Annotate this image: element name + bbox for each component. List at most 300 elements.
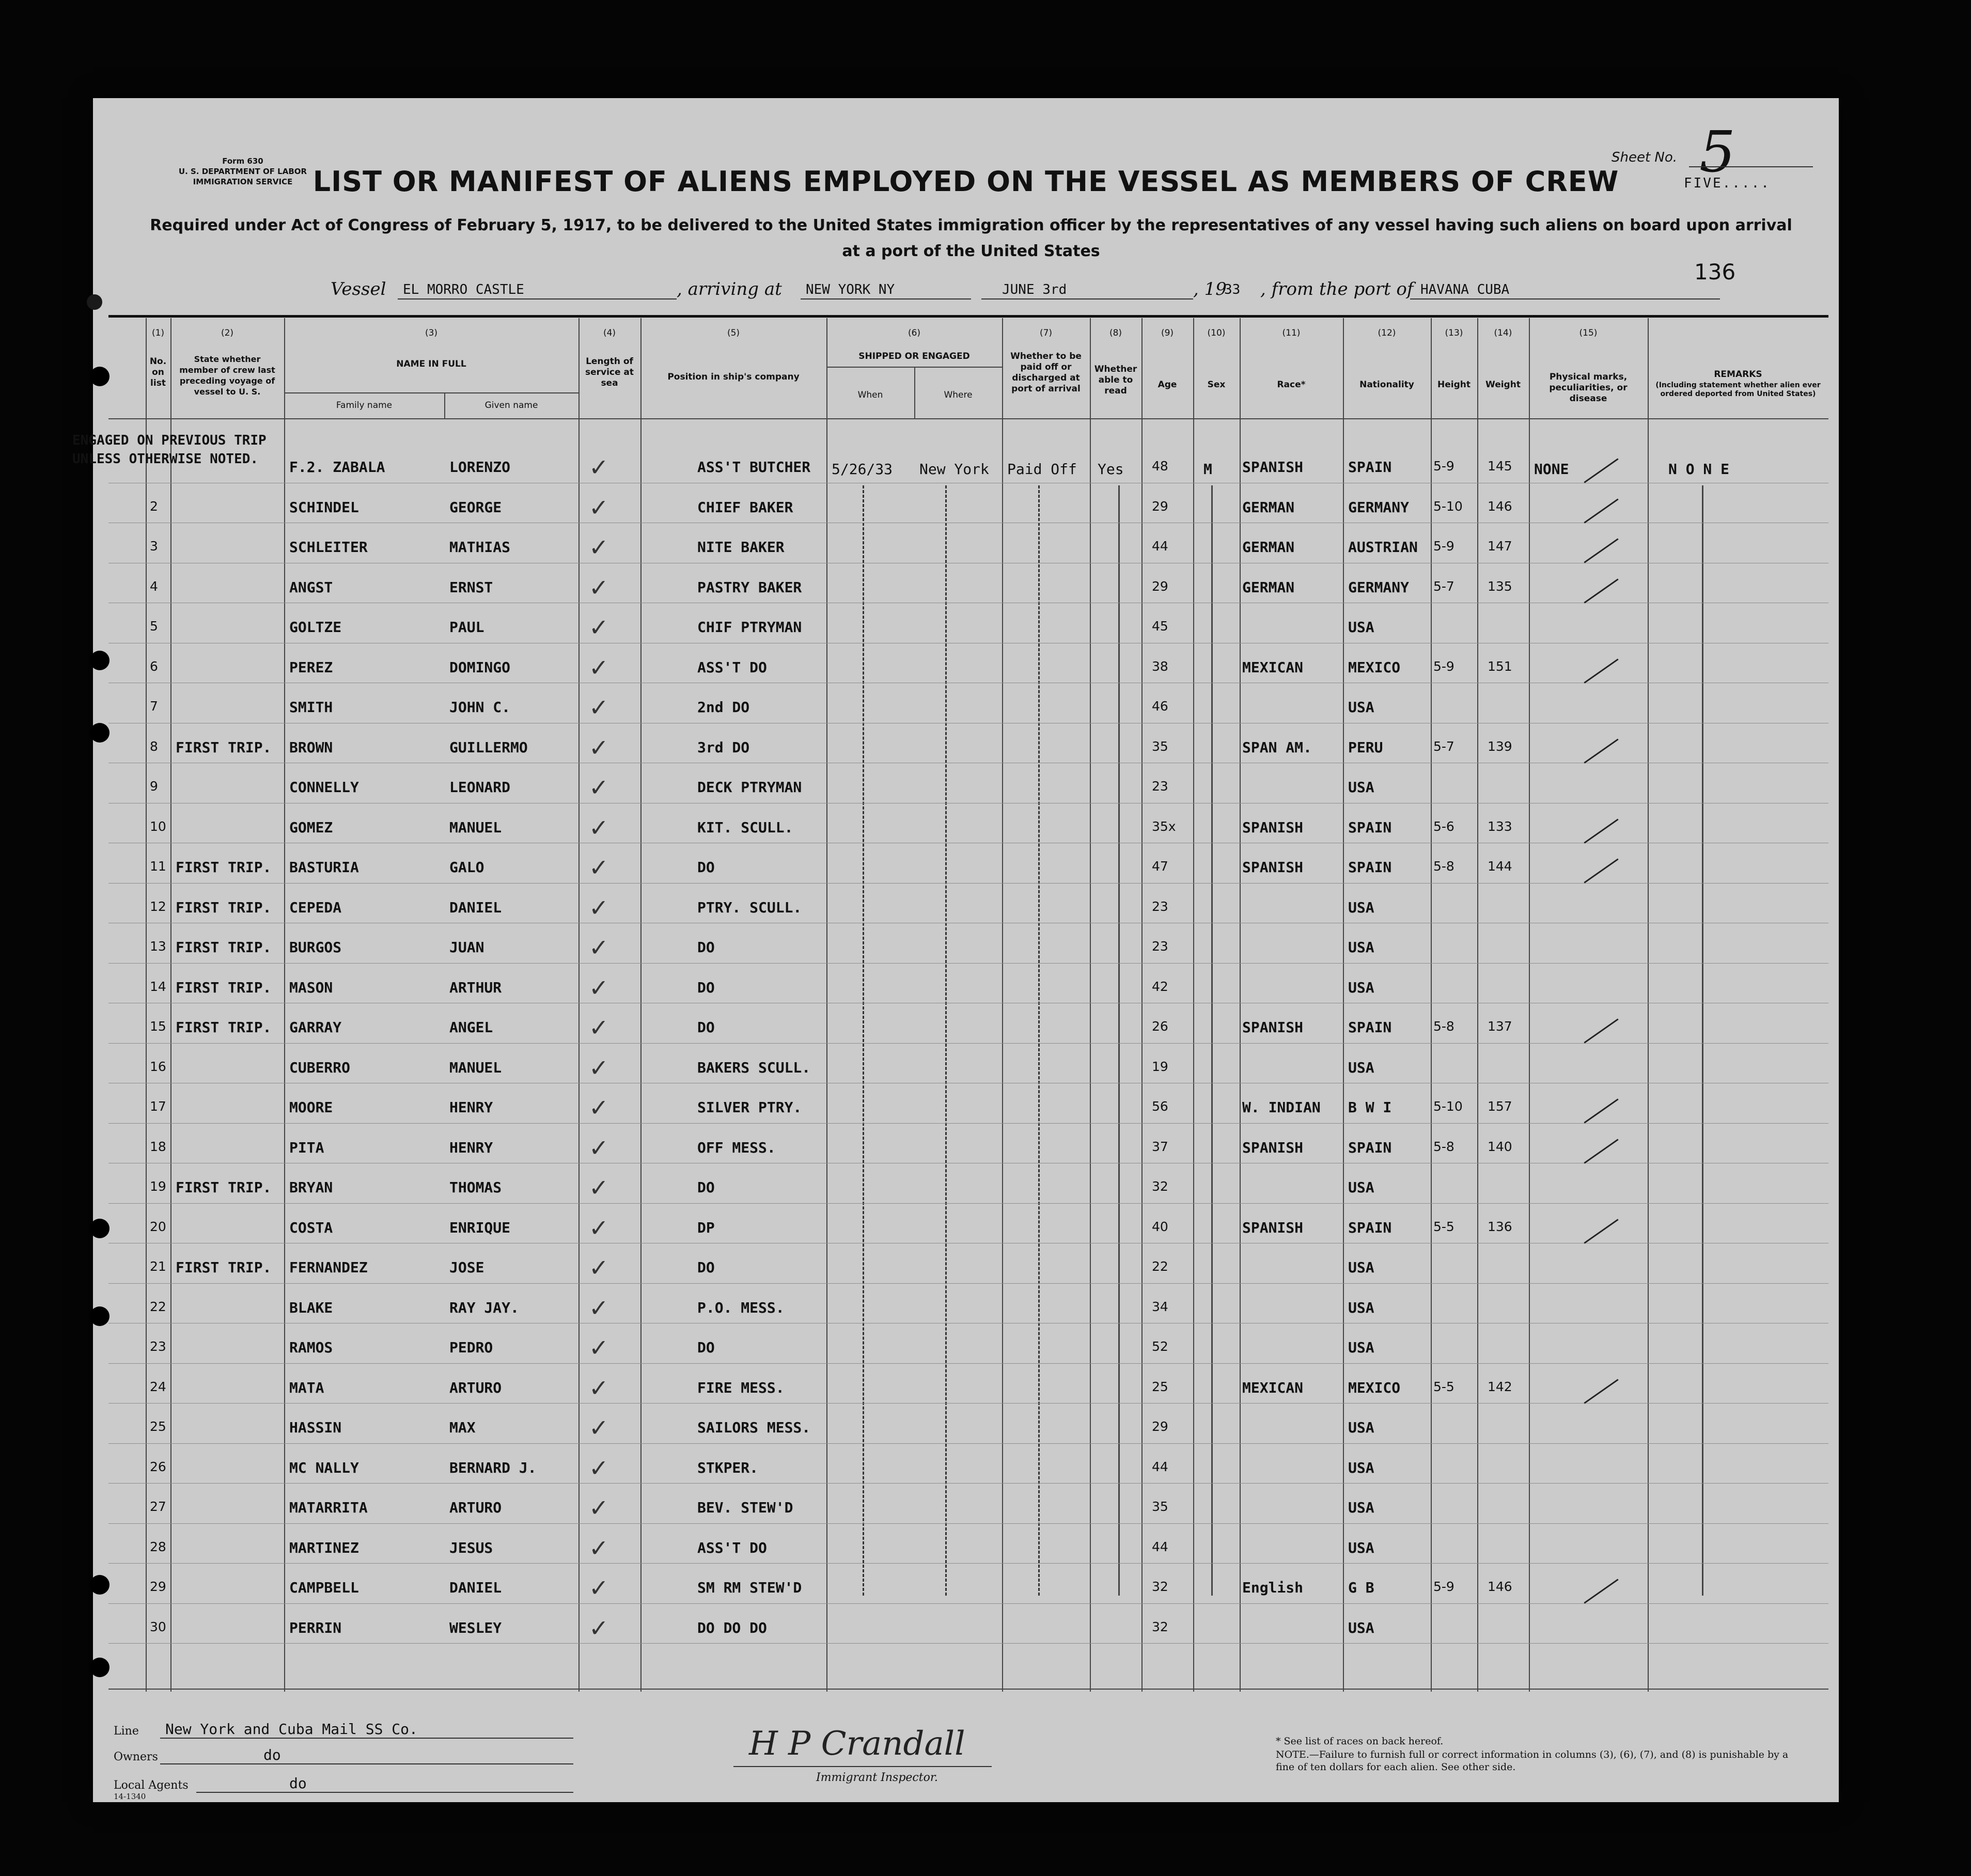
check-mark-icon: ✓ — [589, 453, 609, 481]
row-given-name: ARTURO — [449, 1499, 502, 1516]
row-nationality: G B — [1348, 1579, 1374, 1596]
punch-hole — [90, 1219, 110, 1238]
check-mark-icon: ✓ — [589, 1614, 609, 1642]
row-race: MEXICAN — [1242, 658, 1304, 676]
col-rule — [1002, 318, 1003, 1692]
row-given-name: MAX — [449, 1419, 476, 1436]
row-race: SPANISH — [1242, 1219, 1304, 1236]
row-rule — [108, 1363, 1828, 1364]
footer-agents-value: do — [289, 1775, 307, 1792]
row-family-name: MATARRITA — [289, 1499, 368, 1516]
row-position: FIRE MESS. — [697, 1379, 785, 1396]
row-nationality: GERMANY — [1348, 498, 1410, 516]
row-age: 44 — [1152, 1539, 1168, 1554]
page-subtitle: Required under Act of Congress of February 5, 1917, to be delivered to the United States immigration officer by the representatives of any vessel having such aliens on board upon arrival at a port of the United States — [150, 216, 1792, 260]
row-family-name: PITA — [289, 1139, 324, 1156]
row-age: 19 — [1152, 1059, 1168, 1074]
sheet-number-label: Sheet No. — [1612, 150, 1678, 165]
row-nationality: SPAIN — [1348, 1139, 1392, 1156]
row-number: 25 — [150, 1419, 166, 1434]
row-position: DO — [697, 1179, 715, 1196]
races-footnote: * See list of races on back hereof. — [1276, 1736, 1444, 1747]
from-port-label: , from the port of — [1260, 279, 1414, 299]
ditto-stroke — [1211, 485, 1213, 1596]
previous-trip-note: ENGAGED ON PREVIOUS TRIP — [72, 433, 267, 448]
check-mark-icon: ✓ — [589, 613, 609, 641]
row-weight: 137 — [1488, 1019, 1512, 1034]
row-rule — [108, 1403, 1828, 1404]
row-position: STKPER. — [697, 1459, 759, 1476]
row-given-name: JOSE — [449, 1259, 484, 1276]
col-rule — [1193, 318, 1194, 1692]
row-number: 19 — [150, 1179, 166, 1194]
row-position: CHIEF BAKER — [697, 498, 793, 516]
row-position: SM RM STEW'D — [697, 1579, 802, 1596]
row-age: 56 — [1152, 1099, 1168, 1114]
row-number: 6 — [150, 658, 158, 674]
row-state: FIRST TRIP. — [176, 1019, 272, 1036]
row-position: DO — [697, 1259, 715, 1276]
row-number: 8 — [150, 738, 158, 754]
ditto-slash-icon — [1584, 1219, 1618, 1243]
row-state: FIRST TRIP. — [176, 979, 272, 996]
row-height: 5-8 — [1433, 1139, 1454, 1154]
row-height: 5-7 — [1433, 738, 1454, 754]
col-rule — [1343, 318, 1344, 1692]
row-position: PASTRY BAKER — [697, 578, 802, 596]
row-position: DO — [697, 979, 715, 996]
row-number: 24 — [150, 1379, 166, 1394]
row-family-name: GOLTZE — [289, 619, 342, 636]
row-nationality: USA — [1348, 1059, 1374, 1076]
check-mark-icon: ✓ — [589, 1094, 609, 1122]
check-mark-icon: ✓ — [589, 1574, 609, 1602]
row-nationality: USA — [1348, 898, 1374, 916]
row1-able-to-read: Yes — [1098, 461, 1124, 478]
check-mark-icon: ✓ — [589, 1494, 609, 1522]
row-number: 20 — [150, 1219, 166, 1234]
col3-header: NAME IN FULL — [396, 359, 466, 369]
row-rule — [108, 1603, 1828, 1604]
footer-line-value: New York and Cuba Mail SS Co. — [165, 1721, 418, 1738]
col6-header: SHIPPED OR ENGAGED — [858, 351, 970, 361]
row-given-name: PAUL — [449, 619, 484, 636]
row-position: DO — [697, 1019, 715, 1036]
row-number: 22 — [150, 1299, 166, 1314]
ditto-slash-icon — [1584, 1139, 1618, 1163]
row-age: 29 — [1152, 578, 1168, 594]
col4-header: Length of service at sea — [585, 356, 634, 388]
ditto-slash-icon — [1584, 578, 1618, 603]
row-given-name: GALO — [449, 859, 484, 876]
row-family-name: PEREZ — [289, 658, 333, 676]
row-family-name: MC NALLY — [289, 1459, 359, 1476]
col1-number: (1) — [151, 328, 165, 338]
row-age: 26 — [1152, 1019, 1168, 1034]
row-race: SPANISH — [1242, 1139, 1304, 1156]
row-position: PTRY. SCULL. — [697, 898, 802, 916]
row-number: 5 — [150, 619, 158, 634]
row-number: 9 — [150, 779, 158, 794]
row-number: 29 — [150, 1579, 166, 1594]
col2-number: (2) — [221, 328, 234, 338]
row-given-name: JOHN C. — [449, 699, 511, 716]
row-rule — [108, 1483, 1828, 1484]
ditto-stroke — [945, 485, 947, 1596]
row-position: DP — [697, 1219, 715, 1236]
row-given-name: ANGEL — [449, 1019, 493, 1036]
row-weight: 142 — [1488, 1379, 1512, 1394]
row-family-name: CUBERRO — [289, 1059, 351, 1076]
row-age: 22 — [1152, 1259, 1168, 1274]
ditto-stroke — [863, 485, 864, 1596]
vessel-name: EL MORRO CASTLE — [403, 282, 524, 297]
col6b-header: Where — [944, 390, 973, 400]
col-rule — [146, 318, 147, 1692]
row-given-name: LEONARD — [449, 779, 511, 796]
col15-header: Physical marks, peculiarities, or disease — [1549, 372, 1628, 404]
row-nationality: USA — [1348, 1619, 1374, 1636]
row-age: 46 — [1152, 699, 1168, 714]
row-nationality: SPAIN — [1348, 1219, 1392, 1236]
col1-header: No. on list — [149, 356, 167, 388]
col6-number: (6) — [908, 328, 921, 338]
ditto-slash-icon — [1584, 658, 1618, 683]
row-nationality: USA — [1348, 1259, 1374, 1276]
row-family-name: MATA — [289, 1379, 324, 1396]
form-number: Form 630 — [222, 156, 263, 166]
ditto-slash-icon — [1584, 1379, 1618, 1404]
row-weight: 157 — [1488, 1099, 1512, 1114]
row-number: 30 — [150, 1619, 166, 1634]
check-mark-icon: ✓ — [589, 854, 609, 881]
arriving-label: , arriving at — [677, 279, 782, 299]
ditto-slash-icon — [1584, 738, 1618, 763]
row-given-name: MANUEL — [449, 818, 502, 836]
ditto-slash-icon — [1584, 498, 1618, 523]
row-rule — [108, 1203, 1828, 1204]
check-mark-icon: ✓ — [589, 813, 609, 842]
arriving-underline — [801, 298, 971, 299]
row1-where: New York — [919, 461, 989, 478]
footer-owners-value: do — [263, 1746, 281, 1763]
row-nationality: USA — [1348, 1299, 1374, 1316]
previous-trip-note-2: UNLESS OTHERWISE NOTED. — [72, 451, 259, 467]
punch-hole — [90, 651, 110, 670]
row-position: CHIF PTRYMAN — [697, 619, 802, 636]
row-number: 7 — [150, 699, 158, 714]
col10-number: (10) — [1207, 328, 1226, 338]
row-nationality: USA — [1348, 1459, 1374, 1476]
penalty-note: NOTE.—Failure to furnish full or correct information in columns (3), (6), (7), and (8) is punishable by a fine of ten dollars for each alien. See other side. — [1276, 1749, 1789, 1773]
ditto-stroke — [1118, 485, 1120, 1596]
row-weight: 133 — [1488, 818, 1512, 834]
check-mark-icon: ✓ — [589, 693, 609, 721]
row-number: 2 — [150, 498, 158, 514]
col14-number: (14) — [1494, 328, 1512, 338]
row-position: ASS'T BUTCHER — [697, 459, 811, 476]
row-height: 5-5 — [1433, 1219, 1454, 1234]
col16-subheader: (Including statement whether alien ever ordered deported from United States) — [1655, 381, 1821, 398]
row-number: 16 — [150, 1059, 166, 1074]
row-weight: 147 — [1488, 539, 1512, 554]
row-weight: 146 — [1488, 1579, 1512, 1594]
punch-hole — [87, 294, 102, 310]
ditto-slash-icon — [1584, 538, 1618, 563]
row-family-name: F.2. ZABALA — [289, 459, 385, 476]
row-rule — [108, 883, 1828, 884]
row-age: 35 — [1152, 738, 1168, 754]
page-number: 136 — [1694, 259, 1736, 285]
row-number: 23 — [150, 1339, 166, 1354]
col-rule — [1648, 318, 1649, 1692]
col3b-header: Given name — [484, 400, 538, 411]
row-age: 45 — [1152, 619, 1168, 634]
row-race: GERMAN — [1242, 498, 1295, 516]
check-mark-icon: ✓ — [589, 1334, 609, 1362]
row-position: DO DO DO — [697, 1619, 767, 1636]
check-mark-icon: ✓ — [589, 1213, 609, 1242]
col-rule — [170, 318, 171, 1692]
row-rule — [108, 1443, 1828, 1444]
punch-hole — [90, 1658, 110, 1677]
row-race: English — [1242, 1579, 1304, 1596]
row-nationality: USA — [1348, 1179, 1374, 1196]
sheet-number-value: 5 — [1699, 119, 1735, 185]
row-position: DO — [697, 939, 715, 956]
row-height: 5-6 — [1433, 818, 1454, 834]
form-service: IMMIGRATION SERVICE — [193, 177, 293, 186]
ditto-slash-icon — [1584, 1018, 1618, 1043]
arrival-year: 33 — [1224, 282, 1241, 297]
row-family-name: BROWN — [289, 738, 333, 756]
col-rule — [640, 318, 642, 1692]
header-bottom-rule — [108, 418, 1828, 419]
footer-agents-label: Local Agents — [114, 1779, 189, 1792]
row-family-name: CAMPBELL — [289, 1579, 359, 1596]
row-given-name: ARTHUR — [449, 979, 502, 996]
row-nationality: PERU — [1348, 738, 1383, 756]
row-age: 29 — [1152, 498, 1168, 514]
row-age: 32 — [1152, 1179, 1168, 1194]
row-given-name: ARTURO — [449, 1379, 502, 1396]
row-position: OFF MESS. — [697, 1139, 776, 1156]
col8-number: (8) — [1109, 328, 1122, 338]
check-mark-icon: ✓ — [589, 1014, 609, 1042]
row-nationality: USA — [1348, 1539, 1374, 1556]
row-age: 23 — [1152, 898, 1168, 914]
row-family-name: BRYAN — [289, 1179, 333, 1196]
table-top-border — [108, 315, 1828, 318]
ditto-slash-icon — [1584, 458, 1618, 483]
from-port: HAVANA CUBA — [1420, 282, 1510, 297]
footer-line-label: Line — [114, 1725, 139, 1738]
row-nationality: USA — [1348, 979, 1374, 996]
check-mark-icon: ✓ — [589, 1174, 609, 1202]
row-family-name: PERRIN — [289, 1619, 342, 1636]
check-mark-icon: ✓ — [589, 893, 609, 922]
row-nationality: SPAIN — [1348, 818, 1392, 836]
col-rule — [1141, 318, 1143, 1692]
row-family-name: BASTURIA — [289, 859, 359, 876]
row-race: SPANISH — [1242, 1019, 1304, 1036]
ditto-slash-icon — [1584, 1098, 1618, 1123]
row-nationality: B W I — [1348, 1099, 1392, 1116]
row-rule — [108, 1523, 1828, 1524]
row-race: GERMAN — [1242, 578, 1295, 596]
row-race: SPANISH — [1242, 818, 1304, 836]
ditto-slash-icon — [1584, 818, 1618, 843]
col-rule — [1240, 318, 1241, 1692]
check-mark-icon: ✓ — [589, 1254, 609, 1282]
row-family-name: MASON — [289, 979, 333, 996]
row-height: 5-10 — [1433, 498, 1463, 514]
col3-number: (3) — [425, 328, 438, 338]
row-number: 21 — [150, 1259, 166, 1274]
row-given-name: MATHIAS — [449, 539, 511, 556]
row-height: 5-8 — [1433, 1019, 1454, 1034]
row-number: 15 — [150, 1019, 166, 1034]
col-rule — [578, 318, 580, 1692]
footer-owners-label: Owners — [114, 1751, 158, 1763]
row-age: 32 — [1152, 1579, 1168, 1594]
row-given-name: GEORGE — [449, 498, 502, 516]
row-family-name: CONNELLY — [289, 779, 359, 796]
row-race: GERMAN — [1242, 539, 1295, 556]
ditto-slash-icon — [1584, 858, 1618, 883]
row-height: 5-7 — [1433, 578, 1454, 594]
check-mark-icon: ✓ — [589, 1294, 609, 1322]
row-position: SAILORS MESS. — [697, 1419, 811, 1436]
row-height: 5-5 — [1433, 1379, 1454, 1394]
row1-remarks: N O N E — [1668, 461, 1730, 478]
arriving-port: NEW YORK NY — [806, 282, 895, 297]
row-weight: 144 — [1488, 859, 1512, 874]
row-rule — [108, 1643, 1828, 1644]
check-mark-icon: ✓ — [589, 1053, 609, 1082]
row-number: 3 — [150, 539, 158, 554]
row-position: BEV. STEW'D — [697, 1499, 793, 1516]
row-given-name: DANIEL — [449, 898, 502, 916]
row-position: ASS'T DO — [697, 1539, 767, 1556]
row-family-name: MARTINEZ — [289, 1539, 359, 1556]
year-prefix: , 19 — [1193, 279, 1227, 299]
row-height: 5-9 — [1433, 539, 1454, 554]
row-number: 27 — [150, 1499, 166, 1514]
col12-header: Nationality — [1359, 380, 1414, 390]
form-department: U. S. DEPARTMENT OF LABOR — [178, 167, 307, 176]
row-age: 23 — [1152, 939, 1168, 954]
row-height: 5-10 — [1433, 1099, 1463, 1114]
col11-number: (11) — [1282, 328, 1301, 338]
row-position: BAKERS SCULL. — [697, 1059, 811, 1076]
row-family-name: CEPEDA — [289, 898, 342, 916]
check-mark-icon: ✓ — [589, 934, 609, 961]
row-age: 47 — [1152, 859, 1168, 874]
row-state: FIRST TRIP. — [176, 1179, 272, 1196]
row-age: 35x — [1152, 818, 1176, 834]
row-nationality: USA — [1348, 779, 1374, 796]
row-number: 13 — [150, 939, 166, 954]
check-mark-icon: ✓ — [589, 1374, 609, 1402]
page-title: LIST OR MANIFEST OF ALIENS EMPLOYED ON THE VESSEL AS MEMBERS OF CREW — [312, 165, 1619, 198]
row-nationality: SPAIN — [1348, 859, 1392, 876]
date-underline — [981, 298, 1193, 299]
row-given-name: BERNARD J. — [449, 1459, 537, 1476]
row-nationality: AUSTRIAN — [1348, 539, 1418, 556]
punch-hole — [90, 1575, 110, 1595]
footer-form-code: 14-1340 — [114, 1792, 146, 1801]
col11-header: Race* — [1277, 380, 1306, 390]
check-mark-icon: ✓ — [589, 1534, 609, 1562]
row-age: 40 — [1152, 1219, 1168, 1234]
row-family-name: HASSIN — [289, 1419, 342, 1436]
row-rule — [108, 1043, 1828, 1044]
check-mark-icon: ✓ — [589, 774, 609, 801]
inspector-label: Immigrant Inspector. — [816, 1771, 938, 1784]
row-position: 3rd DO — [697, 738, 750, 756]
row-number: 17 — [150, 1099, 166, 1114]
row-rule — [108, 1563, 1828, 1564]
row-position: 2nd DO — [697, 699, 750, 716]
row-family-name: RAMOS — [289, 1339, 333, 1356]
ditto-stroke — [1038, 485, 1040, 1596]
row-given-name: HENRY — [449, 1139, 493, 1156]
vessel-underline — [398, 298, 677, 299]
row-weight: 140 — [1488, 1139, 1512, 1154]
row-position: SILVER PTRY. — [697, 1099, 802, 1116]
row-given-name: LORENZO — [449, 459, 511, 476]
row-weight: 145 — [1488, 459, 1512, 474]
row-given-name: WESLEY — [449, 1619, 502, 1636]
row-age: 32 — [1152, 1619, 1168, 1634]
row-race: MEXICAN — [1242, 1379, 1304, 1396]
punch-hole — [90, 1306, 110, 1326]
row-age: 38 — [1152, 658, 1168, 674]
sheet-number-underline — [1689, 166, 1813, 167]
punch-hole — [90, 723, 110, 743]
row-age: 48 — [1152, 459, 1168, 474]
col8-header: Whether able to read — [1094, 364, 1137, 396]
col4-number: (4) — [603, 328, 616, 338]
col9-header: Age — [1157, 380, 1177, 390]
footer-line-underline — [160, 1738, 573, 1739]
row-number: 12 — [150, 898, 166, 914]
arrival-date: JUNE 3rd — [1002, 282, 1067, 297]
row-family-name: COSTA — [289, 1219, 333, 1236]
row-nationality: GERMANY — [1348, 578, 1410, 596]
sheet-number-words: FIVE..... — [1684, 176, 1771, 191]
row-state: FIRST TRIP. — [176, 898, 272, 916]
col-rule — [1090, 318, 1091, 1692]
row-weight: 139 — [1488, 738, 1512, 754]
row-family-name: MOORE — [289, 1099, 333, 1116]
row1-sex: M — [1203, 461, 1212, 478]
row-family-name: GOMEZ — [289, 818, 333, 836]
row-given-name: HENRY — [449, 1099, 493, 1116]
col13-header: Height — [1437, 380, 1471, 390]
check-mark-icon: ✓ — [589, 533, 609, 561]
footer-agents-underline — [196, 1792, 573, 1793]
col16-header: REMARKS — [1714, 369, 1762, 380]
row-family-name: BURGOS — [289, 939, 342, 956]
row-rule — [108, 1123, 1828, 1124]
row-family-name: BLAKE — [289, 1299, 333, 1316]
row-weight: 151 — [1488, 658, 1512, 674]
vessel-label: Vessel — [331, 279, 386, 299]
row-weight: 146 — [1488, 498, 1512, 514]
check-mark-icon: ✓ — [589, 733, 609, 762]
